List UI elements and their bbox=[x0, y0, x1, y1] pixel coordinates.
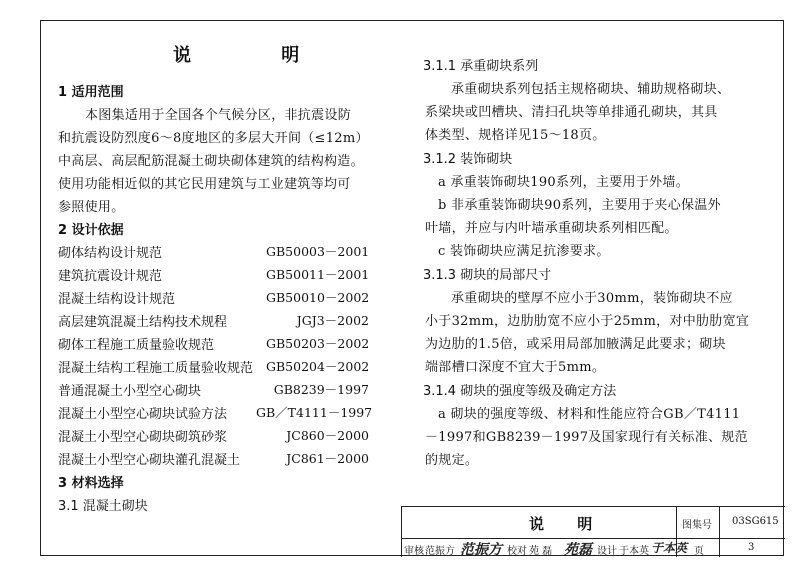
section-3-1-heading: 3.1 混凝土砌块 bbox=[58, 499, 148, 514]
standard-name: 砌体结构设计规范 bbox=[58, 246, 163, 261]
page-label: 页 bbox=[694, 546, 704, 557]
page-number: 3 bbox=[748, 542, 755, 553]
standard-code: GB／T4111－1997 bbox=[256, 405, 373, 420]
standard-code: GB50003－2001 bbox=[266, 244, 370, 259]
body-line: 为边肋的1.5倍，或采用局部加腋满足此要求；砌块 bbox=[425, 337, 726, 352]
scope-line: 和抗震设防烈度6～8度地区的多层大开间（≤12m） bbox=[58, 131, 369, 146]
section-2-heading: 2 设计依据 bbox=[58, 223, 124, 238]
section-3-1-4-heading: 3.1.4 砌块的强度等级及确定方法 bbox=[423, 384, 617, 399]
body-line: 体类型、规格详见15～18页。 bbox=[425, 128, 606, 143]
standard-name: 建筑抗震设计规范 bbox=[58, 269, 163, 284]
section-3-1-2-heading: 3.1.2 装饰砌块 bbox=[423, 152, 513, 167]
standard-name: 混凝土小型空心砌块试验方法 bbox=[58, 407, 228, 422]
section-3-1-1-heading: 3.1.1 承重砌块系列 bbox=[423, 59, 539, 74]
check-signature: 苑磊 bbox=[564, 542, 592, 558]
check-name: 苑 磊 bbox=[529, 546, 553, 557]
body-line: 系梁块或凹槽块、清扫孔块等单排通孔砌块，其具 bbox=[425, 105, 718, 120]
body-line: －1997和GB8239－1997及国家现行有关标准、规范 bbox=[425, 430, 748, 445]
title-block bbox=[401, 506, 785, 557]
standard-name: 混凝土结构工程施工质量验收规范 bbox=[58, 361, 254, 376]
body-line: 的规定。 bbox=[425, 453, 479, 468]
scope-line: 中高层、高层配筋混凝土砌块砌体建筑的结构构造。 bbox=[58, 154, 364, 169]
scope-line: 使用功能相近似的其它民用建筑与工业建筑等均可 bbox=[58, 177, 351, 192]
titleblock-title: 说 明 bbox=[529, 515, 607, 533]
body-line: b 非承重装饰砌块90系列，主要用于夹心保温外 bbox=[438, 198, 721, 213]
standard-name: 混凝土结构设计规范 bbox=[58, 292, 176, 307]
atlas-label: 图集号 bbox=[682, 520, 712, 531]
scope-line: 本图集适用于全国各个气候分区，非抗震设防 bbox=[85, 108, 352, 123]
standard-name: 普通混凝土小型空心砌块 bbox=[58, 384, 202, 399]
section-3-heading: 3 材料选择 bbox=[58, 476, 124, 491]
body-line: a 砌块的强度等级、材料和性能应符合GB／T4111 bbox=[438, 407, 741, 422]
section-3-1-3-heading: 3.1.3 砌块的局部尺寸 bbox=[423, 268, 552, 283]
standard-code: GB8239－1997 bbox=[273, 382, 369, 397]
standard-code: GB50203－2002 bbox=[266, 336, 370, 351]
design-signature: 于本英 bbox=[651, 541, 688, 555]
scope-line: 参照使用。 bbox=[58, 200, 125, 215]
design-name: 于本英 bbox=[619, 546, 649, 557]
drawing-frame bbox=[40, 20, 784, 556]
page-title: 说 明 bbox=[173, 45, 342, 66]
body-line: c 装饰砌块应满足抗渗要求。 bbox=[438, 244, 610, 259]
section-1-heading: 1 适用范围 bbox=[58, 85, 124, 100]
standard-code: JGJ3－2002 bbox=[296, 313, 369, 328]
body-line: a 承重装饰砌块190系列，主要用于外墙。 bbox=[438, 175, 689, 190]
design-label: 设计 bbox=[597, 546, 617, 557]
review-signature: 范振方 bbox=[460, 542, 502, 558]
review-name: 范振方 bbox=[425, 546, 455, 557]
standard-code: GB50011－2001 bbox=[266, 267, 370, 282]
body-line: 承重砌块系列包括主规格砌块、辅助规格砌块、 bbox=[451, 82, 731, 97]
atlas-number: 03SG615 bbox=[732, 516, 779, 527]
standard-name: 混凝土小型空心砌块灌孔混凝土 bbox=[58, 453, 241, 468]
standard-name: 砌体工程施工质量验收规范 bbox=[58, 338, 215, 353]
standard-code: GB50010－2002 bbox=[266, 290, 370, 305]
body-line: 叶墙，并应与内叶墙承重砌块系列相匹配。 bbox=[425, 221, 678, 236]
body-line: 承重砌块的壁厚不应小于30mm，装饰砌块不应 bbox=[451, 291, 733, 306]
standard-name: 混凝土小型空心砌块砌筑砂浆 bbox=[58, 430, 228, 445]
check-label: 校对 bbox=[507, 546, 527, 557]
standard-code: GB50204－2002 bbox=[266, 359, 370, 374]
standard-code: JC861－2000 bbox=[286, 451, 369, 466]
body-line: 小于32mm，边肋肋宽不应小于25mm，对中肋肋宽宜 bbox=[425, 314, 750, 329]
body-line: 端部槽口深度不宜大于5mm。 bbox=[425, 360, 606, 375]
standard-name: 高层建筑混凝土结构技术规程 bbox=[58, 315, 228, 330]
review-label: 审核 bbox=[404, 546, 424, 557]
standard-code: JC860－2000 bbox=[286, 428, 369, 443]
